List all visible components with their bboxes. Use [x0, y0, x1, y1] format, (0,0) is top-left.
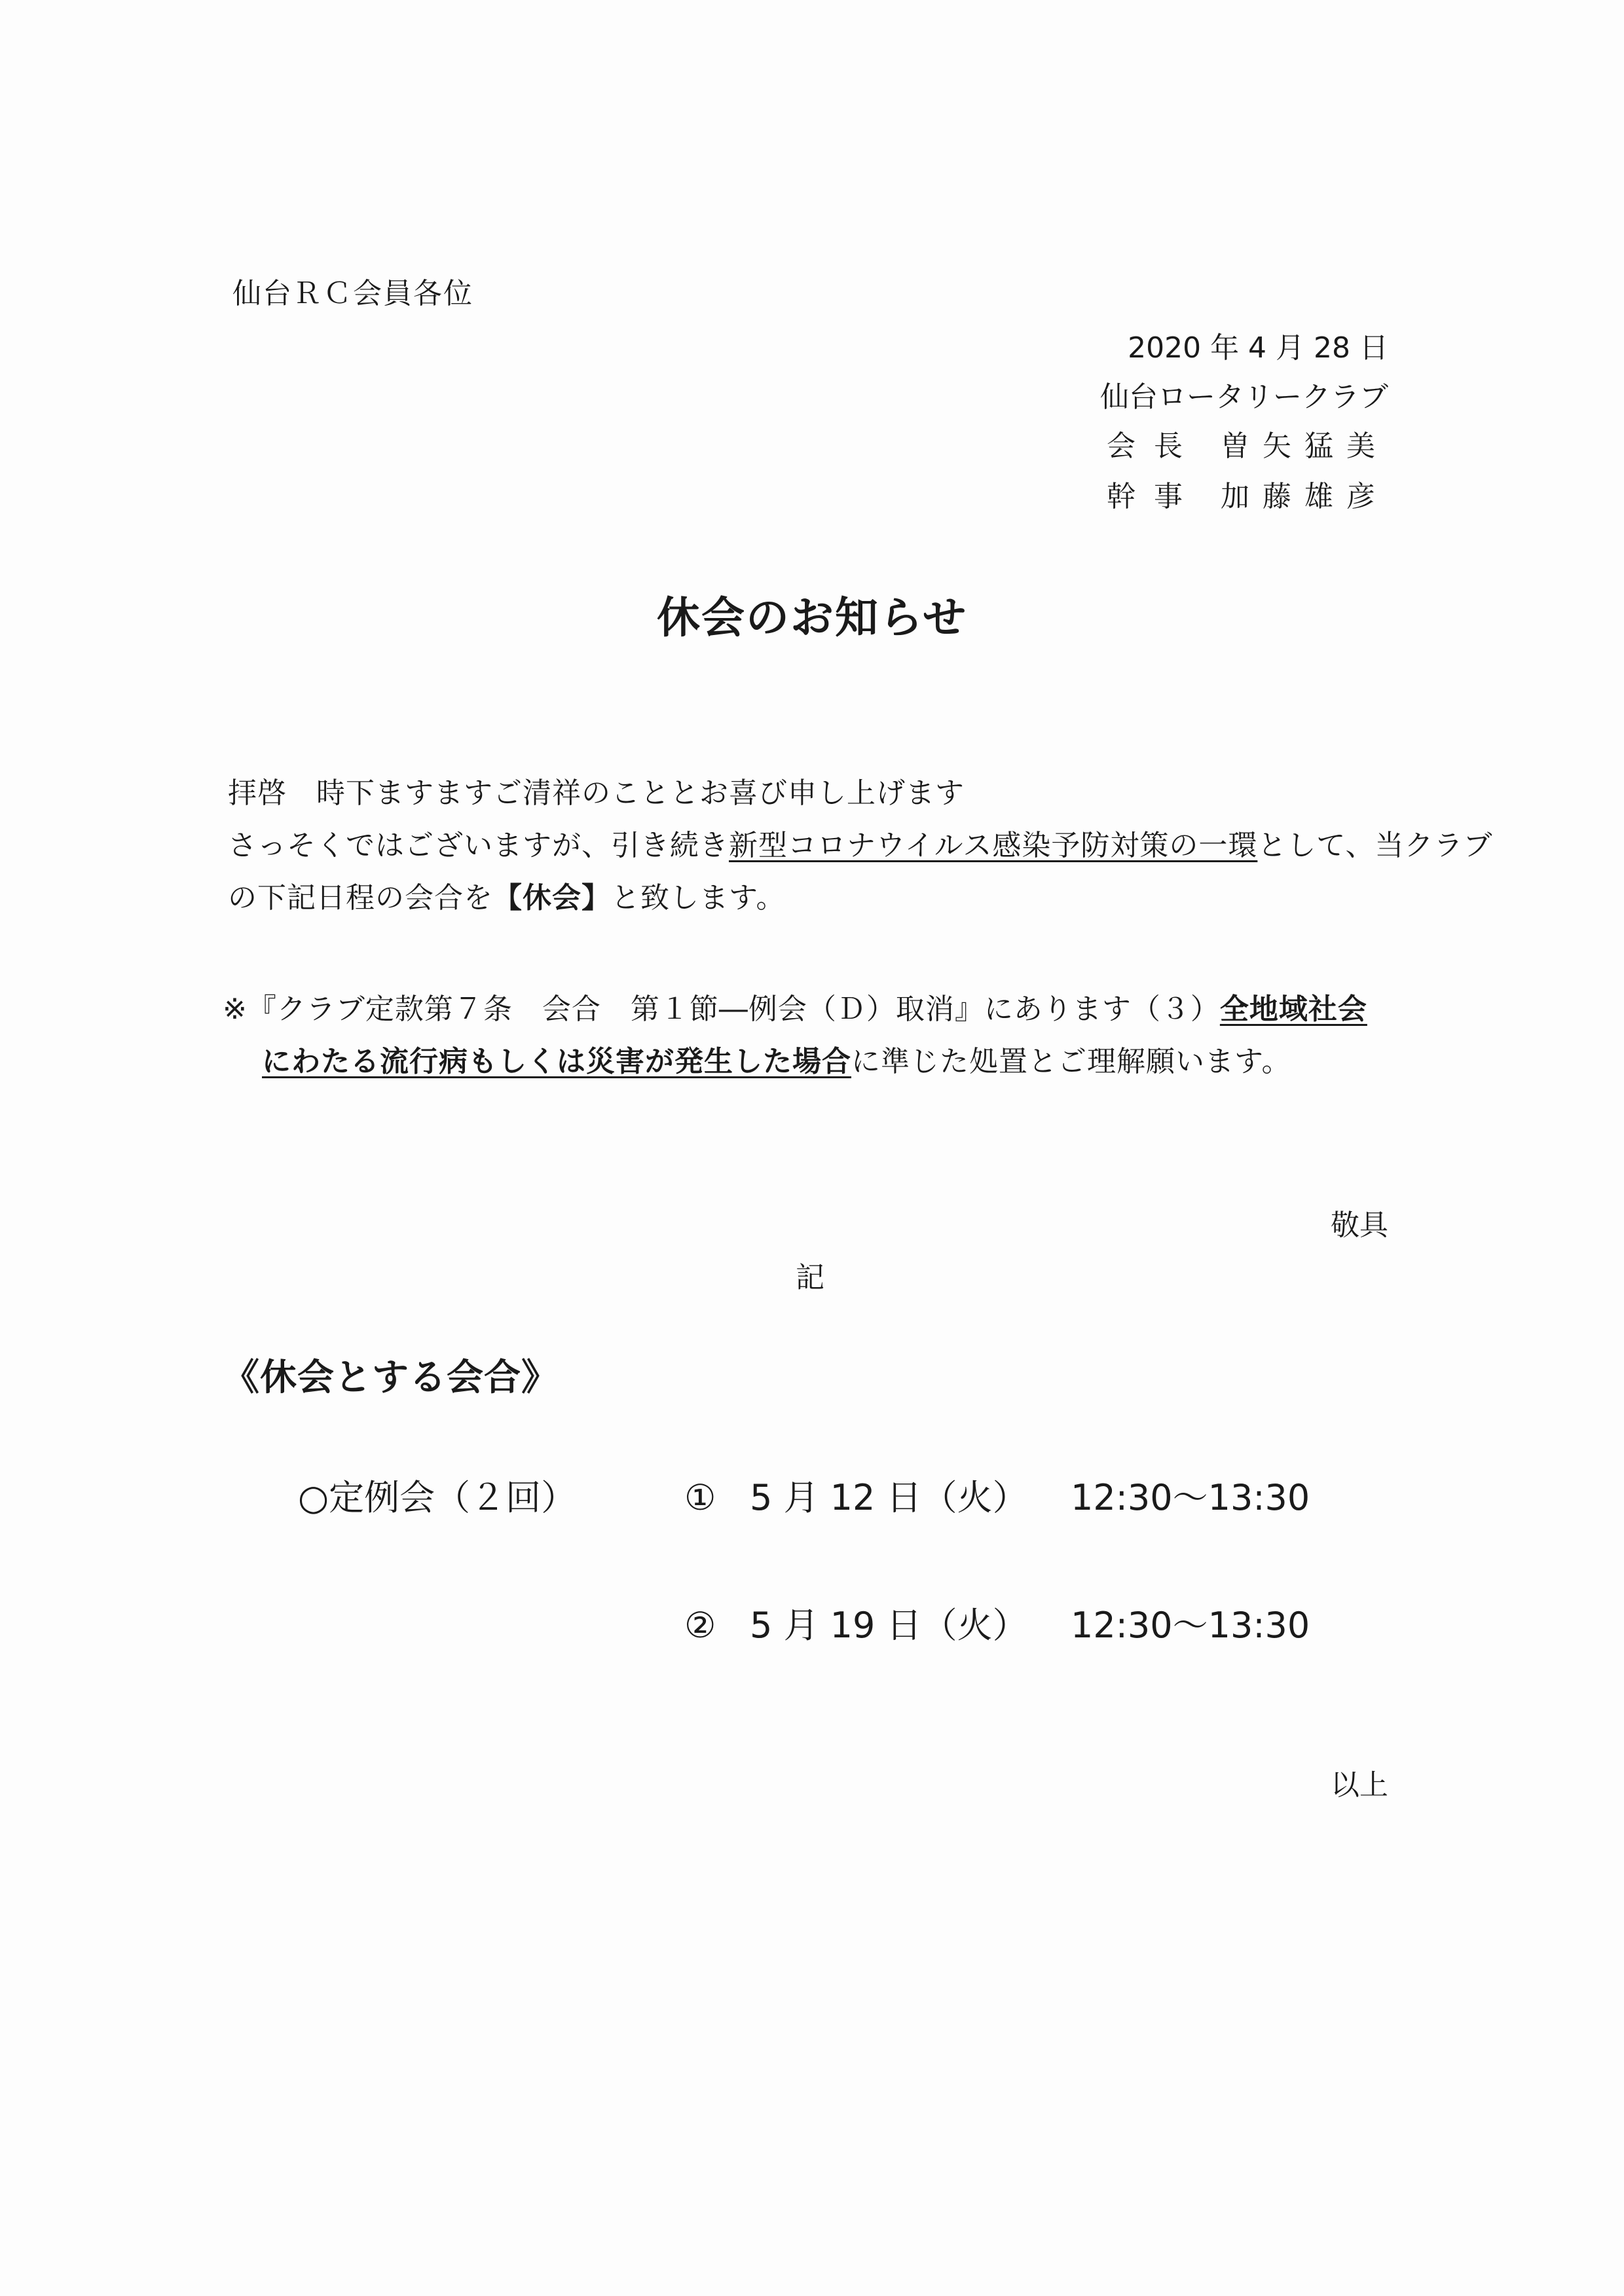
body-text-segment: さっそくではございますが、引き続き — [228, 829, 729, 862]
underlined-phrase: 新型コロナウイルス感染予防対策の一環 — [729, 829, 1258, 862]
schedule-number: ② — [684, 1605, 716, 1646]
schedule-item — [684, 1597, 1310, 1648]
ki-marker: 記 — [796, 1261, 824, 1294]
note-line-1 — [223, 985, 1367, 1027]
document-title: 休会のお知らせ — [656, 592, 968, 643]
body-text-segment: として、当クラブ — [1257, 829, 1493, 862]
document-date: 2020 年 4 月 28 日 — [1128, 331, 1388, 365]
note-line-2 — [262, 1038, 1291, 1080]
schedule-number: ① — [684, 1477, 716, 1518]
bold-underlined-phrase: 全地域社会 — [1219, 993, 1367, 1026]
officer-name: 曽矢猛美 — [1221, 429, 1388, 463]
section-heading: 《休会とする会合》 — [223, 1357, 559, 1399]
note-text-segment: ※『クラブ定款第７条 会合 第１節―例会（Ｄ）取消』にあります（３） — [223, 993, 1220, 1026]
schedule-item — [684, 1470, 1310, 1520]
officer-name: 加藤雄彦 — [1221, 480, 1388, 513]
closing-keigu: 敬具 — [1331, 1209, 1388, 1242]
schedule-time: 12:30～13:30 — [1071, 1605, 1310, 1646]
body-line-3 — [228, 874, 785, 916]
bold-underlined-phrase: にわたる流行病もしくは災害が発生した場合 — [262, 1045, 851, 1078]
officer-secretary — [1107, 473, 1388, 515]
closing-ijo: 以上 — [1331, 1768, 1388, 1802]
organization-name: 仙台ロータリークラブ — [1100, 380, 1388, 414]
body-line-2 — [228, 822, 1492, 864]
schedule-time: 12:30～13:30 — [1071, 1477, 1310, 1518]
body-text-segment: の下記日程の会合を — [228, 881, 493, 915]
body-line-1: 拝啓 時下ますますご清祥のこととお喜び申し上げます — [228, 776, 965, 810]
addressee: 仙台ＲＣ会員各位 — [232, 277, 473, 310]
meeting-label: ○定例会（２回） — [298, 1477, 577, 1518]
schedule-date: 5 月 12 日（火） — [750, 1477, 1028, 1518]
officer-role: 会長 — [1107, 429, 1201, 463]
bold-phrase: 【休会】 — [493, 881, 611, 915]
officer-role: 幹事 — [1107, 480, 1201, 513]
officer-president — [1107, 422, 1388, 464]
note-text-segment: に準じた処置とご理解願います。 — [851, 1045, 1291, 1078]
body-text-segment: と致します。 — [611, 881, 786, 915]
schedule-date: 5 月 19 日（火） — [750, 1605, 1028, 1646]
